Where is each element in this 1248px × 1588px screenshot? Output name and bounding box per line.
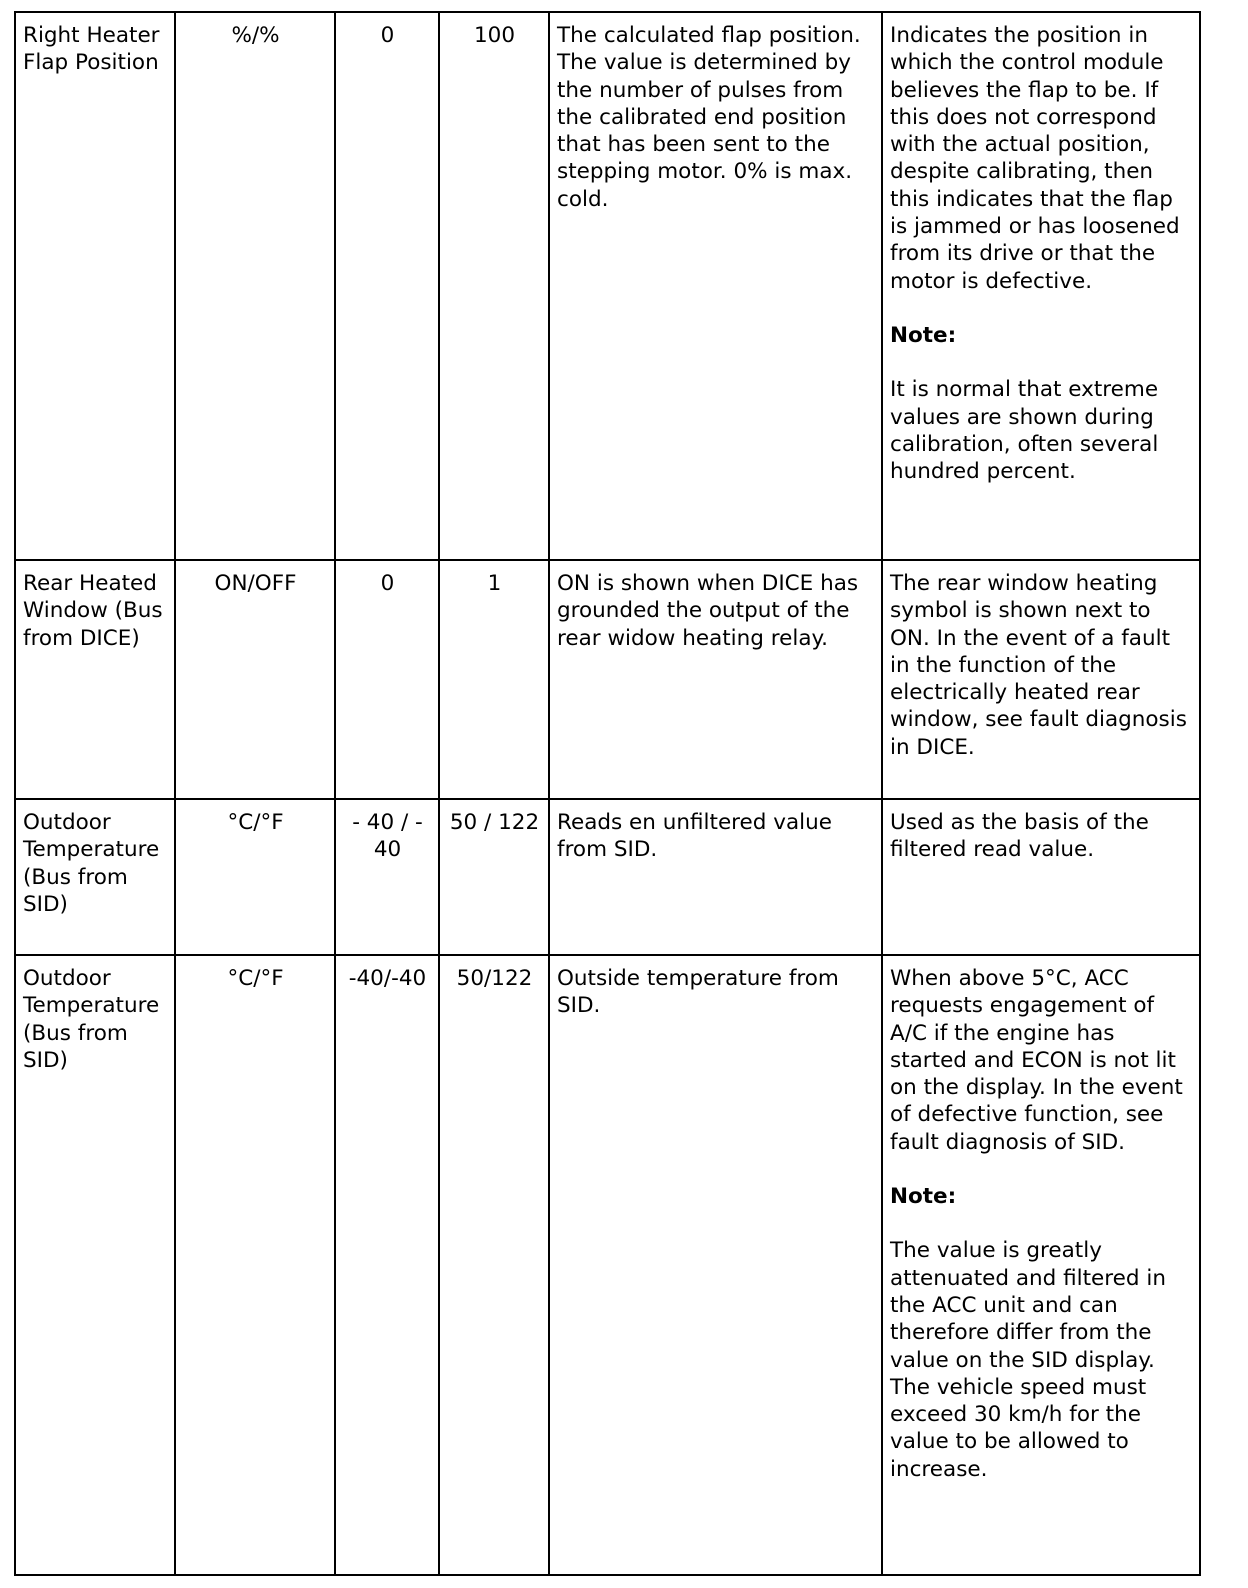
comment-text: Indicates the position in which the control module believes the flap to be. If this does not correspond with the actual position, despite calibrating, then this indicates that the flap is jammed or has loosened from its drive or that the motor is defective.	[890, 23, 1180, 294]
description-cell: ON is shown when DICE has grounded the output of the rear widow heating relay.	[549, 560, 882, 799]
max-value-cell: 100	[439, 12, 549, 560]
note-label: Note:	[890, 1184, 957, 1210]
description-cell: The calculated flap position. The value is determined by the number of pulses from the calibrated end position that has been sent to the stepping motor. 0% is max. cold.	[549, 12, 882, 560]
parameter-table	[14, 11, 1201, 1576]
min-value-cell: 0	[335, 12, 439, 560]
unit-cell: °C/°F	[175, 799, 335, 955]
note-text: The value is greatly attenuated and filtered in the ACC unit and can therefore differ from the value on the SID display. The vehicle speed must exceed 30 km/h for the value to be allowed to increase.	[890, 1238, 1166, 1482]
parameter-name: Rear Heated Window (Bus from DICE)	[15, 560, 175, 799]
max-value-cell: 50/122	[439, 955, 549, 1575]
table-row	[15, 12, 1200, 560]
comment-cell	[882, 955, 1200, 1575]
comment-cell	[882, 12, 1200, 560]
parameter-name: Outdoor Temperature (Bus from SID)	[15, 799, 175, 955]
min-value-cell: -40/-40	[335, 955, 439, 1575]
note-label: Note:	[890, 322, 957, 348]
parameter-name: Outdoor Temperature (Bus from SID)	[15, 955, 175, 1575]
description-cell: Reads en unfiltered value from SID.	[549, 799, 882, 955]
unit-cell: °C/°F	[175, 955, 335, 1575]
comment-cell: The rear window heating symbol is shown next to ON. In the event of a fault in the function of the electrically heated rear window, see fault diagnosis in DICE.	[882, 560, 1200, 799]
parameter-name: Right Heater Flap Position	[15, 12, 175, 560]
unit-cell: %/%	[175, 12, 335, 560]
comment-text: When above 5°C, ACC requests engagement of A/C if the engine has started and ECON is not lit on the display. In the event of defective function, see fault diagnosis of SID.	[890, 966, 1183, 1155]
unit-cell: ON/OFF	[175, 560, 335, 799]
max-value-cell: 50 / 122	[439, 799, 549, 955]
table-row	[15, 560, 1200, 799]
max-value-cell: 1	[439, 560, 549, 799]
table-row	[15, 799, 1200, 955]
description-cell: Outside temperature from SID.	[549, 955, 882, 1575]
note-text: It is normal that extreme values are shown during calibration, often several hundred percent.	[890, 377, 1159, 485]
min-value-cell: 0	[335, 560, 439, 799]
min-value-cell: - 40 / - 40	[335, 799, 439, 955]
comment-cell: Used as the basis of the filtered read value.	[882, 799, 1200, 955]
table-row	[15, 955, 1200, 1575]
